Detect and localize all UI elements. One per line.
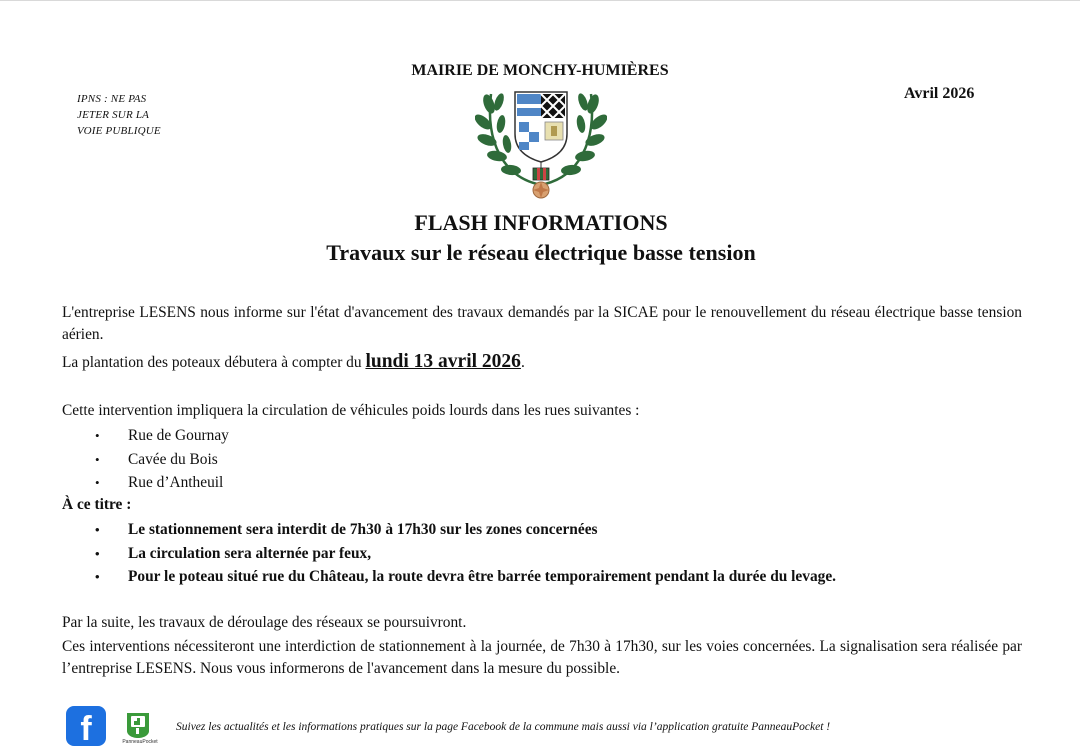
plantation-suffix: .: [520, 354, 525, 371]
mairie-name-text: MAIRIE DE MONCHY-HUMIÈRES: [411, 62, 669, 79]
list-item: • Cavée du Bois: [95, 448, 229, 472]
streets-list: [95, 424, 229, 495]
ipns-line: JETER SUR LA: [77, 109, 150, 121]
facebook-glyph: f: [80, 710, 92, 748]
flash-title: FLASH INFORMATIONS: [414, 210, 668, 235]
intro-paragraph: L'entreprise LESENS nous informe sur l'état d'avancement des travaux demandés par la SICAE pour le renouvellement du réseau électrique basse tension aérien.: [62, 304, 1022, 343]
list-item: • La circulation sera alternée par feux,: [95, 542, 836, 566]
plantation-date: lundi 13 avril 2026: [365, 351, 521, 372]
list-item: • Pour le poteau situé rue du Château, la route devra être barrée temporairement pendant la durée du levage.: [95, 565, 836, 589]
plantation-prefix: La plantation des poteaux débutera à compter du: [62, 354, 366, 371]
intervention-paragraph: Cette intervention impliquera la circulation de véhicules poids lourds dans les rues suivantes :: [62, 402, 640, 419]
panneaupocket-label: PanneauPocket: [122, 739, 158, 745]
a-ce-titre-heading: À ce titre :: [62, 496, 132, 513]
suite-paragraph: Par la suite, les travaux de déroulage des réseaux se poursuivront.: [62, 614, 467, 631]
page-top-border: [0, 0, 1080, 1]
measures-list: [95, 518, 836, 589]
mairie-name: [0, 62, 1080, 80]
flash-subtitle: Travaux sur le réseau électrique basse tension: [326, 240, 756, 265]
interventions-paragraph: Ces interventions nécessiteront une interdiction de stationnement à la journée, de 7h30 à 17h30, sur les voies concernées. La signalisation sera réalisée par l’entreprise LESENS. Nous vous informerons de l'avancement dans la mesure du possible.: [62, 638, 1022, 677]
facebook-icon[interactable]: [66, 706, 106, 746]
list-item: • Le stationnement sera interdit de 7h30 à 17h30 sur les zones concernées: [95, 518, 836, 542]
list-item: • Rue de Gournay: [95, 424, 229, 448]
list-item: • Rue d’Antheuil: [95, 471, 229, 495]
ipns-line: IPNS : NE PAS: [77, 93, 147, 105]
panneaupocket-icon[interactable]: [124, 711, 152, 739]
issue-date: Avril 2026: [904, 85, 975, 102]
ipns-notice: [77, 91, 161, 139]
plantation-paragraph: [62, 351, 1022, 374]
coat-of-arms-icon: [475, 84, 607, 206]
ipns-line: VOIE PUBLIQUE: [77, 125, 161, 137]
footer-text: Suivez les actualités et les informations pratiques sur la page Facebook de la commune mais aussi via l’application gratuite PanneauPocket !: [176, 721, 831, 733]
